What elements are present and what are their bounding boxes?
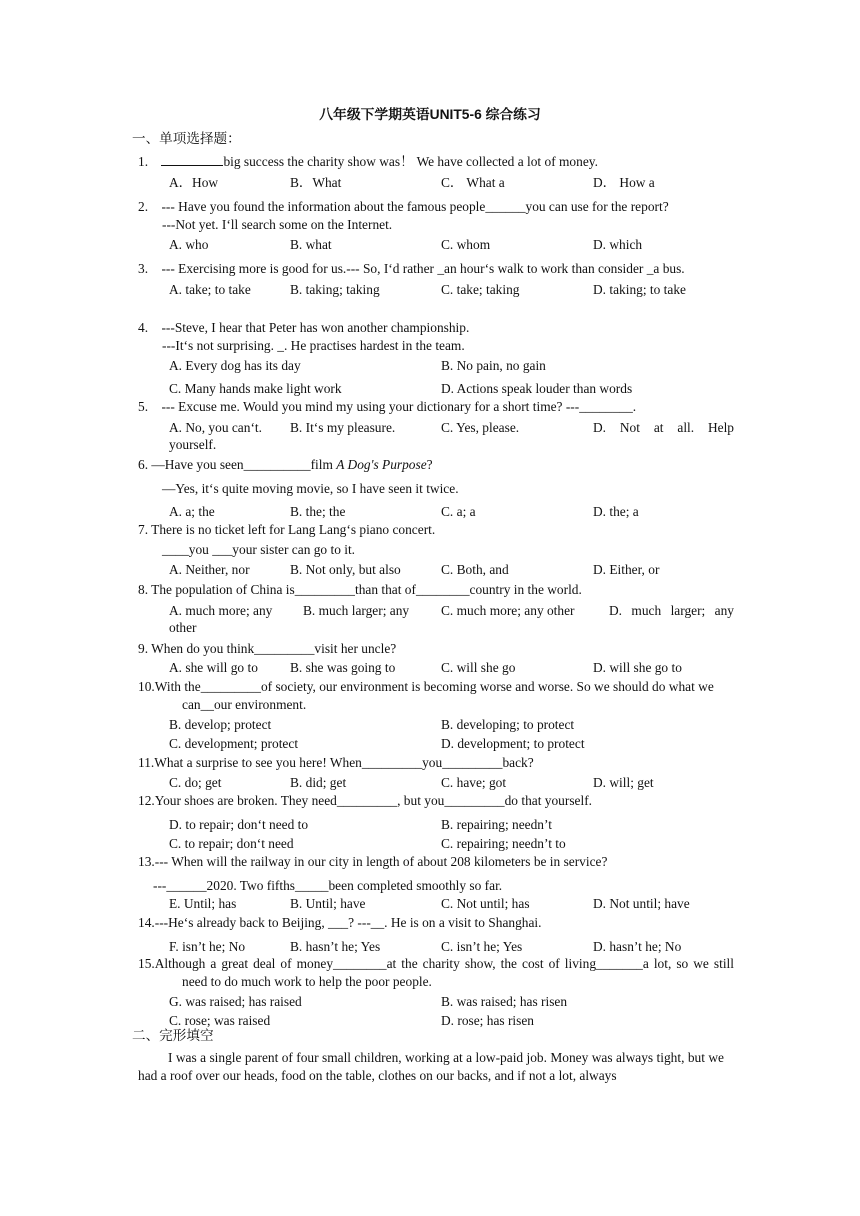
options — [138, 816, 734, 834]
option-d: D. Either, or — [593, 562, 660, 578]
option-b: B. was raised; has risen — [441, 994, 568, 1010]
option-c: C. have; got — [441, 774, 507, 790]
question-stem-end: ? — [426, 457, 433, 472]
option-d: D. rose; has risen — [441, 1013, 534, 1029]
option-b: B. much larger; any — [303, 602, 410, 618]
options — [138, 281, 734, 299]
options — [138, 938, 734, 956]
option-b: B. hasn’t he; Yes — [290, 938, 381, 954]
option-a: A. No, you can‘t. — [169, 419, 262, 435]
option-d: D. development; to protect — [441, 736, 585, 752]
question-11 — [138, 754, 734, 792]
option-d: D. Not at all. Help yourself. — [169, 419, 734, 453]
option-d: D. will; get — [593, 774, 654, 790]
question-7 — [138, 521, 734, 579]
option-b: B. she was going to — [290, 659, 396, 675]
question-stem: When do you think_________visit her uncle? — [151, 641, 397, 656]
question-2 — [138, 198, 734, 254]
question-number: 9. — [138, 641, 149, 656]
option-d: D. will she go to — [593, 659, 682, 675]
question-number: 13. — [138, 854, 155, 869]
option-a: A. Neither, nor — [169, 562, 250, 578]
question-stem: What a surprise to see you here! When_________you_________back? — [154, 755, 534, 770]
option-a: E. Until; has — [169, 896, 237, 912]
question-stem: There is no ticket left for Lang Lang‘s piano concert. — [151, 522, 436, 537]
question-1 — [138, 153, 734, 192]
question-line-2: ____you ___your sister can go to it. — [162, 541, 356, 557]
question-number: 15. — [138, 956, 155, 971]
question-10 — [138, 678, 734, 753]
option-a: B. develop; protect — [169, 717, 272, 733]
options-row-2 — [138, 835, 734, 853]
option-c: C. will she go — [441, 659, 516, 675]
option-a: A. she will go to — [169, 659, 258, 675]
options — [138, 659, 734, 677]
question-stem: —Have you seen__________film — [151, 457, 337, 472]
option-c: C. take; taking — [441, 281, 520, 297]
question-number: 14. — [138, 915, 155, 930]
option-d: C. repairing; needn’t to — [441, 835, 566, 851]
question-5 — [138, 398, 734, 455]
question-number: 12. — [138, 793, 155, 808]
options — [138, 774, 734, 792]
question-stem: ---Steve, I hear that Peter has won another championship. — [161, 320, 470, 335]
question-number: 2. — [138, 199, 149, 214]
option-d: D． How a — [593, 174, 655, 190]
question-stem: big success the charity show was！ We have collected a lot of money. — [223, 154, 598, 169]
question-stem: With the_________of society, our environment is becoming worse and worse. So we should do what we can__our environment. — [154, 679, 714, 712]
option-b: B. did; get — [290, 774, 347, 790]
section-heading-cloze: 二、完形填空 — [132, 1028, 214, 1043]
options — [138, 236, 734, 254]
question-4 — [138, 319, 734, 398]
question-9 — [138, 640, 734, 677]
question-line-2: ---______2020. Two fifths_____been completed smoothly so far. — [153, 877, 503, 893]
question-number: 1. — [138, 154, 149, 169]
option-d: D. much larger; any other — [169, 602, 734, 636]
question-stem: --- Have you found the information about the famous people______you can use for the report? — [161, 199, 669, 214]
option-b: B. Until; have — [290, 896, 366, 912]
option-c: C. Many hands make light work — [169, 381, 342, 397]
option-d: D. Actions speak louder than words — [441, 381, 633, 397]
options — [138, 602, 734, 638]
options — [138, 561, 734, 579]
options — [138, 993, 734, 1011]
options-row-2 — [138, 735, 734, 753]
option-b: B. the; the — [290, 504, 346, 520]
film-title: A Dog's Purpose — [336, 457, 427, 472]
option-a: D. to repair; don‘t need to — [169, 816, 309, 832]
option-a: A. much more; any — [169, 602, 273, 618]
option-b: B. what — [290, 237, 332, 253]
question-6 — [138, 456, 734, 521]
option-b: B. No pain, no gain — [441, 358, 546, 374]
option-c: C. to repair; don‘t need — [169, 835, 294, 851]
question-number: 4. — [138, 320, 149, 335]
option-a: A. who — [169, 237, 209, 253]
option-b: B. It‘s my pleasure. — [290, 419, 396, 435]
option-d: D. taking; to take — [593, 281, 686, 297]
question-stem: --- When will the railway in our city in length of about 208 kilometers be in service? — [154, 854, 608, 869]
question-stem: Your shoes are broken. They need_________, but you_________do that yourself. — [154, 793, 592, 808]
question-stem: --- Excuse me. Would you mind my using your dictionary for a short time? ---________. — [161, 399, 637, 414]
option-c: C． What a — [441, 174, 505, 190]
option-a: A. a; the — [169, 504, 215, 520]
question-stem: --- Exercising more is good for us.--- So, I‘d rather _an hour‘s walk to work than consider _a bus. — [161, 261, 685, 276]
options-row-2 — [138, 380, 734, 398]
section-heading-multiple-choice: 一、单项选择题： — [132, 131, 241, 146]
cloze-passage: I was a single parent of four small children, working at a low-paid job. Money was always tight, but we had a roof over our heads, food on the table, clothes on our backs, and if not a lot, always — [138, 1050, 724, 1084]
blank — [161, 154, 223, 166]
option-a: A．How — [169, 174, 219, 190]
question-line-2: —Yes, it‘s quite moving movie, so I have seen it twice. — [162, 480, 459, 496]
question-15 — [138, 955, 734, 1030]
option-c: C. whom — [441, 237, 491, 253]
page-title: 八年级下学期英语UNIT5-6 综合练习 — [319, 107, 541, 122]
option-c: C. much more; any other — [441, 602, 575, 618]
question-number: 7. — [138, 522, 149, 537]
option-a: G. was raised; has raised — [169, 994, 302, 1010]
options — [138, 716, 734, 734]
options-row-2 — [138, 1012, 734, 1030]
option-a: F. isn’t he; No — [169, 938, 246, 954]
option-c: C. rose; was raised — [169, 1013, 271, 1029]
option-d: D. hasn’t he; No — [593, 938, 682, 954]
option-a: A. take; to take — [169, 281, 251, 297]
question-number: 5. — [138, 399, 149, 414]
question-number: 10. — [138, 679, 155, 694]
question-number: 3. — [138, 261, 149, 276]
option-d: D. the; a — [593, 504, 639, 520]
question-line-2: ---Not yet. I‘ll search some on the Internet. — [162, 216, 393, 232]
option-c: C. Yes, please. — [441, 419, 520, 435]
options — [138, 419, 734, 455]
option-a: A. Every dog has its day — [169, 358, 301, 374]
option-b: B. taking; taking — [290, 281, 380, 297]
question-stem: ---He‘s already back to Beijing, ___? ---__. He is on a visit to Shanghai. — [154, 915, 542, 930]
option-b: B. developing; to protect — [441, 717, 575, 733]
option-c: C. development; protect — [169, 736, 299, 752]
option-d: D. which — [593, 237, 643, 253]
option-b: B．What — [290, 174, 342, 190]
option-d: D. Not until; have — [593, 896, 690, 912]
option-c: C. a; a — [441, 504, 476, 520]
question-stem: Although a great deal of money________at the charity show, the cost of living_______a lot, so we still need to do much work to help the poor people. — [154, 956, 734, 989]
option-a: C. do; get — [169, 774, 222, 790]
option-c: C. isn’t he; Yes — [441, 938, 523, 954]
question-8 — [138, 581, 734, 638]
question-number: 8. — [138, 582, 149, 597]
question-stem: The population of China is_________than that of________country in the world. — [151, 582, 582, 597]
question-number: 11. — [138, 755, 155, 770]
question-12 — [138, 792, 734, 853]
options — [138, 895, 734, 913]
option-c: C. Both, and — [441, 562, 509, 578]
question-number: 6. — [138, 457, 149, 472]
options — [138, 357, 734, 375]
option-b: B. repairing; needn’t — [441, 816, 552, 832]
option-b: B. Not only, but also — [290, 562, 401, 578]
option-c: C. Not until; has — [441, 896, 530, 912]
question-14 — [138, 914, 734, 956]
question-13 — [138, 853, 734, 913]
question-line-2: ---It‘s not surprising. _. He practises hardest in the team. — [162, 337, 465, 353]
options — [138, 174, 734, 192]
options — [138, 503, 734, 521]
question-3 — [138, 260, 734, 299]
